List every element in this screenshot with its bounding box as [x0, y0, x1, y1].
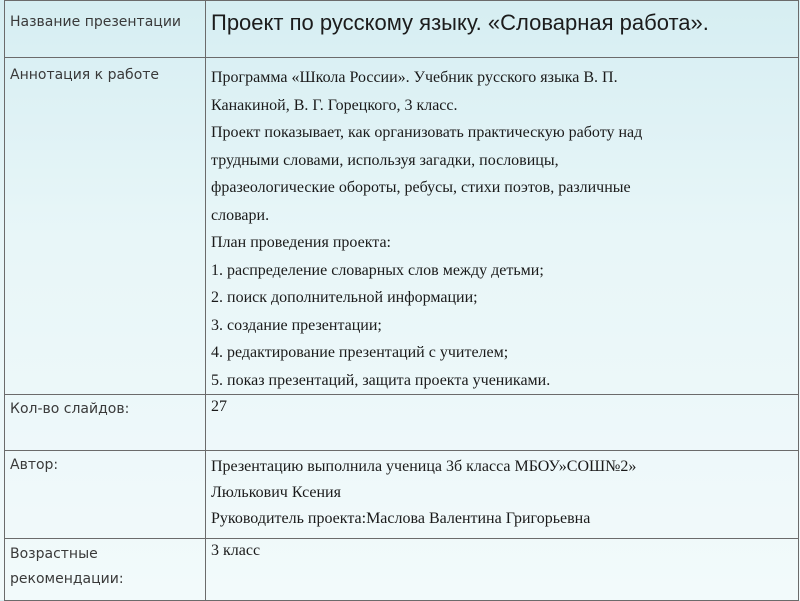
age-label-line: рекомендации:: [10, 571, 124, 587]
author-line: Люлькович Ксения: [211, 484, 341, 501]
annotation-line: Канакиной, В. Г. Горецкого, 3 класс.: [211, 96, 458, 114]
row-slides: [5, 395, 799, 451]
annotation-line: План проведения проекта:: [211, 234, 391, 251]
annotation-line: Проект показывает, как организовать практическую работу над: [211, 124, 643, 141]
row-annotation: [5, 58, 799, 395]
presentation-info-table: [4, 0, 799, 601]
annotation-line: 4. редактирование презентаций с учителем;: [211, 344, 509, 361]
annotation-label: Аннотация к работе: [5, 58, 206, 395]
row-author: [5, 451, 799, 539]
annotation-line: 1. распределение словарных слов между детьми;: [211, 261, 544, 279]
annotation-line: Программа «Школа России». Учебник русского языка В. П.: [211, 69, 618, 86]
annotation-line: 5. показ презентаций, защита проекта учениками.: [211, 371, 551, 389]
annotation-line: 3. создание презентации;: [211, 316, 382, 334]
author-label: Автор:: [5, 451, 206, 539]
slides-value: 27: [206, 395, 799, 451]
age-label-line: Возрастные: [10, 546, 98, 562]
annotation-line: словари.: [211, 206, 270, 224]
row-age: [5, 539, 799, 601]
annotation-value: [206, 58, 799, 395]
row-title: [5, 1, 799, 58]
author-line: Презентацию выполнила ученица 3б класса МБОУ»СОШ№2»: [211, 458, 637, 475]
annotation-line: фразеологические обороты, ребусы, стихи поэтов, различные: [211, 179, 631, 196]
author-line: Руководитель проекта:Маслова Валентина Григорьевна: [211, 510, 591, 527]
slides-label: Кол-во слайдов:: [5, 395, 206, 451]
annotation-line: трудными словами, используя загадки, пословицы,: [211, 151, 559, 169]
author-value: [206, 451, 799, 539]
annotation-line: 2. поиск дополнительной информации;: [211, 289, 478, 306]
title-label: Название презентации: [5, 1, 206, 58]
age-label: [5, 539, 206, 601]
title-value: Проект по русскому языку. «Словарная работа».: [206, 1, 799, 58]
age-value: 3 класс: [206, 539, 799, 601]
